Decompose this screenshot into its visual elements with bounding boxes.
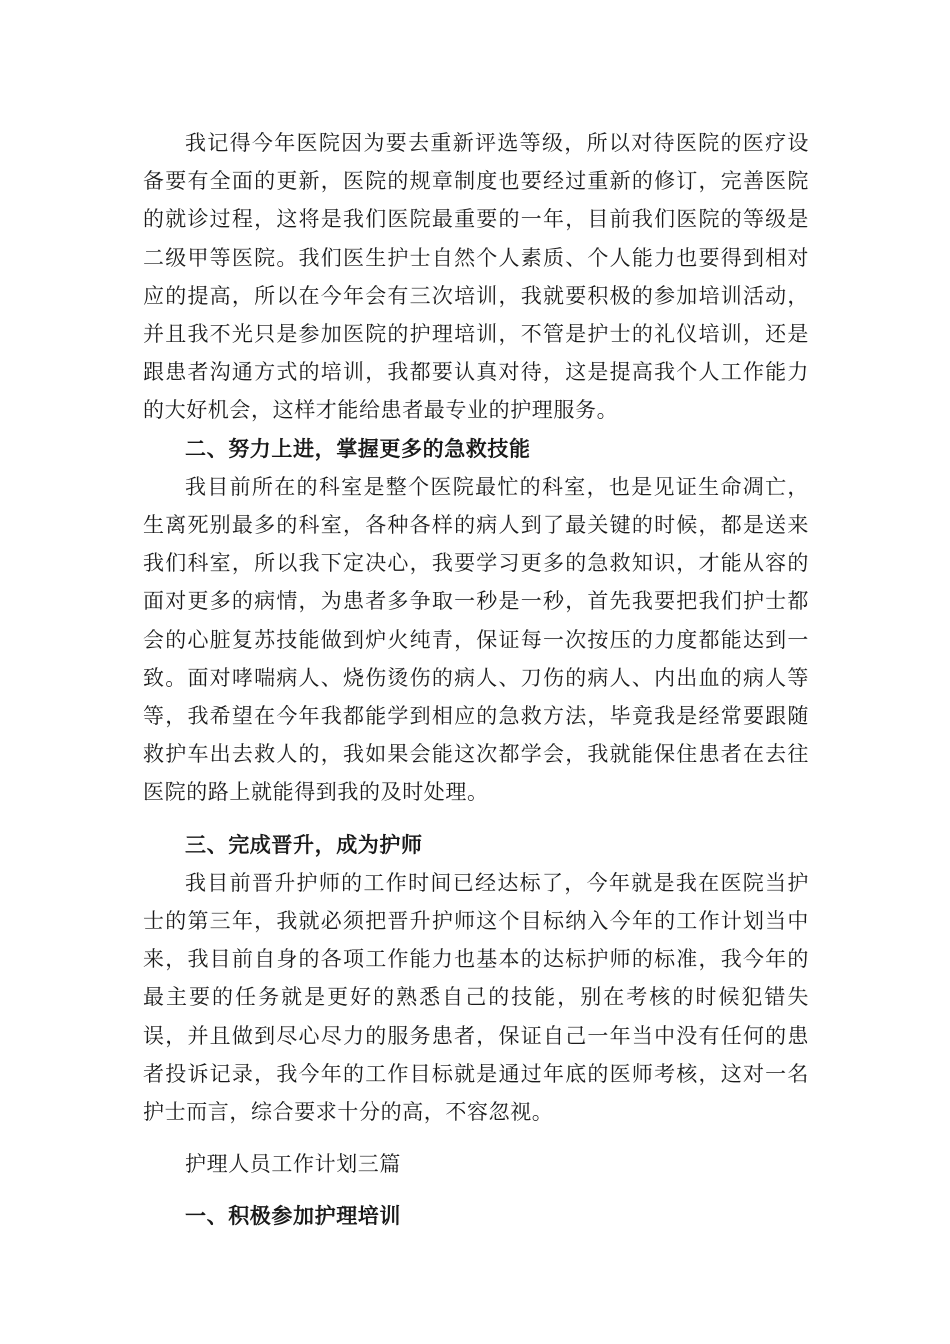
spacer [143, 1183, 809, 1197]
spacer [143, 812, 809, 826]
spacer [143, 1131, 809, 1145]
section-heading-promotion: 三、完成晋升，成为护师 [185, 831, 423, 857]
paragraph-emergency-skills: 我目前所在的科室是整个医院最忙的科室，也是见证生命凋亡，生离死别最多的科室，各种各样的病人到了最关键的时候，都是送来我们科室，所以我下定决心，我要学习更多的急救知识，才能从容的面对更多的病情，为患者多争取一秒是一秒，首先我要把我们护士都会的心脏复苏技能做到炉火纯青，保证每一次按压的力度都能达到一致。面对哮喘病人、烧伤烫伤的病人、刀伤的病人、内出血的病人等等，我希望在今年我都能学到相应的急救方法，毕竟我是经常要跟随救护车出去救人的，我如果会能这次都学会，我就能保住患者在去往医院的路上就能得到我的及时处理。 [143, 474, 809, 805]
document-subtitle: 护理人员工作计划三篇 [185, 1152, 401, 1177]
paragraph-training-plan: 我记得今年医院因为要去重新评选等级，所以对待医院的医疗设备要有全面的更新，医院的规章制度也要经过重新的修订，完善医院的就诊过程，这将是我们医院最重要的一年，目前我们医院的等级是二级甲等医院。我们医生护士自然个人素质、个人能力也要得到相对应的提高，所以在今年会有三次培训，我就要积极的参加培训活动，并且我不光只是参加医院的护理培训，不管是护士的礼仪培训，还是跟患者沟通方式的培训，我都要认真对待，这是提高我个人工作能力的大好机会，这样才能给患者最专业的护理服务。 [143, 131, 809, 423]
document-page [143, 124, 809, 1236]
section-heading-emergency-skills: 二、努力上进，掌握更多的急救技能 [185, 435, 531, 461]
section-heading-nursing-training: 一、积极参加护理培训 [185, 1203, 401, 1229]
paragraph-promotion: 我目前晋升护师的工作时间已经达标了，今年就是我在医院当护士的第三年，我就必须把晋升护师这个目标纳入今年的工作计划当中来，我目前自身的各项工作能力也基本的达标护师的标准，我今年的最主要的任务就是更好的熟悉自己的技能，别在考核的时候犯错失误，并且做到尽心尽力的服务患者，保证自己一年当中没有任何的患者投诉记录，我今年的工作目标就是通过年底的医师考核，这对一名护士而言，综合要求十分的高，不容忽视。 [143, 870, 809, 1125]
